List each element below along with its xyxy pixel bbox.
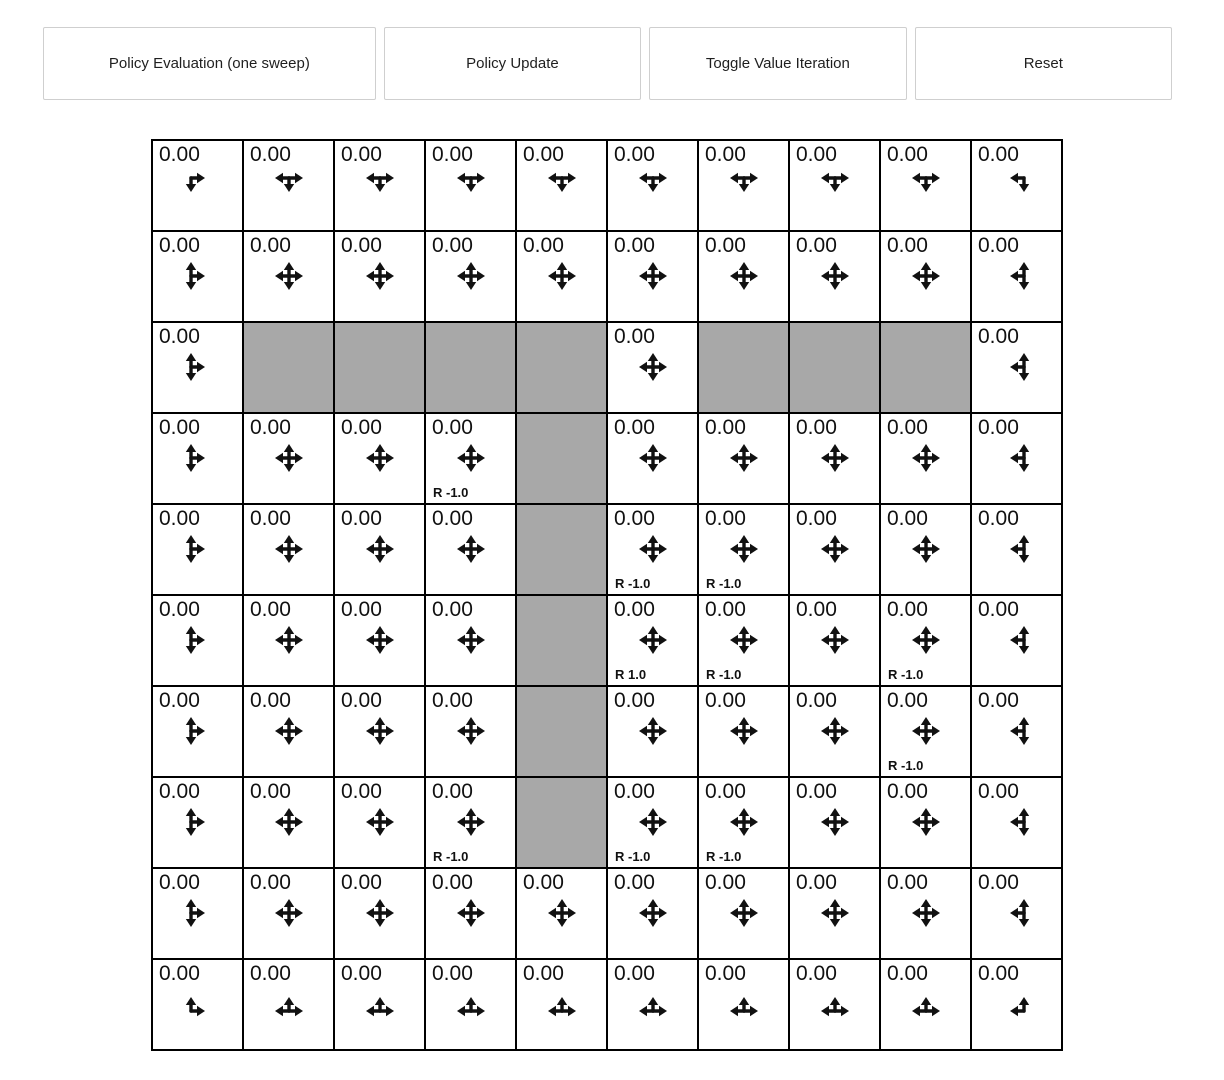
grid-cell bbox=[425, 959, 516, 1050]
policy-arrow-icon bbox=[270, 621, 308, 659]
grid-cell bbox=[789, 777, 880, 868]
grid-cell bbox=[789, 504, 880, 595]
grid-cell bbox=[789, 595, 880, 686]
policy-arrow-icon bbox=[361, 894, 399, 932]
grid-cell bbox=[425, 413, 516, 504]
cell-value: 0.00 bbox=[159, 234, 200, 257]
cell-value: 0.00 bbox=[614, 325, 655, 348]
grid-cell bbox=[698, 686, 789, 777]
cell-value: 0.00 bbox=[614, 416, 655, 439]
policy-arrow-icon bbox=[452, 894, 490, 932]
policy-arrow-icon bbox=[725, 712, 763, 750]
grid-wall-cell bbox=[243, 322, 334, 413]
cell-value: 0.00 bbox=[523, 234, 564, 257]
policy-arrow-icon bbox=[907, 621, 945, 659]
grid-cell bbox=[425, 868, 516, 959]
cell-value: 0.00 bbox=[887, 507, 928, 530]
policy-arrow-icon bbox=[179, 166, 217, 204]
policy-arrow-icon bbox=[270, 257, 308, 295]
policy-arrow-icon bbox=[725, 166, 763, 204]
cell-value: 0.00 bbox=[978, 143, 1019, 166]
grid-cell bbox=[152, 959, 243, 1050]
cell-value: 0.00 bbox=[978, 780, 1019, 803]
grid-cell bbox=[698, 231, 789, 322]
grid-cell bbox=[334, 504, 425, 595]
grid-wall-cell bbox=[425, 322, 516, 413]
policy-arrow-icon bbox=[634, 621, 672, 659]
cell-value: 0.00 bbox=[978, 416, 1019, 439]
policy-arrow-icon bbox=[998, 985, 1036, 1023]
cell-value: 0.00 bbox=[432, 416, 473, 439]
grid-wall-cell bbox=[334, 322, 425, 413]
grid-cell bbox=[971, 959, 1062, 1050]
grid-cell bbox=[880, 504, 971, 595]
cell-value: 0.00 bbox=[523, 962, 564, 985]
policy-arrow-icon bbox=[634, 166, 672, 204]
policy-arrow-icon bbox=[725, 530, 763, 568]
cell-value: 0.00 bbox=[614, 143, 655, 166]
policy-arrow-icon bbox=[361, 530, 399, 568]
policy-arrow-icon bbox=[270, 712, 308, 750]
grid-cell bbox=[971, 777, 1062, 868]
cell-value: 0.00 bbox=[250, 598, 291, 621]
policy-arrow-icon bbox=[998, 621, 1036, 659]
cell-value: 0.00 bbox=[341, 689, 382, 712]
policy-arrow-icon bbox=[361, 439, 399, 477]
grid-cell bbox=[698, 140, 789, 231]
grid-wall-cell bbox=[789, 322, 880, 413]
policy-arrow-icon bbox=[361, 803, 399, 841]
cell-value: 0.00 bbox=[432, 962, 473, 985]
policy-arrow-icon bbox=[998, 712, 1036, 750]
grid-cell bbox=[880, 959, 971, 1050]
cell-value: 0.00 bbox=[705, 598, 746, 621]
cell-value: 0.00 bbox=[796, 871, 837, 894]
grid-cell bbox=[243, 868, 334, 959]
grid-cell bbox=[243, 140, 334, 231]
cell-value: 0.00 bbox=[796, 507, 837, 530]
grid-cell bbox=[698, 868, 789, 959]
cell-value: 0.00 bbox=[705, 143, 746, 166]
cell-value: 0.00 bbox=[705, 234, 746, 257]
cell-value: 0.00 bbox=[159, 143, 200, 166]
grid-cell bbox=[516, 140, 607, 231]
cell-value: 0.00 bbox=[250, 416, 291, 439]
cell-value: 0.00 bbox=[887, 234, 928, 257]
grid-wall-cell bbox=[516, 413, 607, 504]
policy-arrow-icon bbox=[361, 621, 399, 659]
policy-arrow-icon bbox=[998, 439, 1036, 477]
policy-arrow-icon bbox=[179, 712, 217, 750]
policy-arrow-icon bbox=[998, 803, 1036, 841]
policy-arrow-icon bbox=[816, 530, 854, 568]
cell-value: 0.00 bbox=[978, 507, 1019, 530]
policy-arrow-icon bbox=[270, 530, 308, 568]
policy-arrow-icon bbox=[452, 621, 490, 659]
cell-value: 0.00 bbox=[887, 780, 928, 803]
grid-cell bbox=[971, 868, 1062, 959]
cell-value: 0.00 bbox=[432, 598, 473, 621]
grid-cell bbox=[789, 413, 880, 504]
grid-wall-cell bbox=[516, 777, 607, 868]
grid-cell bbox=[880, 777, 971, 868]
policy-arrow-icon bbox=[634, 439, 672, 477]
cell-reward: R -1.0 bbox=[433, 849, 469, 864]
grid-cell bbox=[243, 777, 334, 868]
grid-wall-cell bbox=[516, 595, 607, 686]
grid-cell bbox=[152, 868, 243, 959]
policy-arrow-icon bbox=[816, 257, 854, 295]
grid-wall-cell bbox=[516, 686, 607, 777]
policy-arrow-icon bbox=[179, 439, 217, 477]
cell-value: 0.00 bbox=[796, 416, 837, 439]
cell-value: 0.00 bbox=[978, 234, 1019, 257]
cell-value: 0.00 bbox=[159, 780, 200, 803]
grid-cell bbox=[334, 959, 425, 1050]
cell-value: 0.00 bbox=[341, 234, 382, 257]
cell-value: 0.00 bbox=[250, 871, 291, 894]
cell-value: 0.00 bbox=[341, 962, 382, 985]
policy-update-button[interactable]: Policy Update bbox=[384, 27, 641, 100]
cell-value: 0.00 bbox=[250, 780, 291, 803]
cell-value: 0.00 bbox=[978, 598, 1019, 621]
policy-arrow-icon bbox=[361, 166, 399, 204]
cell-value: 0.00 bbox=[250, 234, 291, 257]
cell-value: 0.00 bbox=[614, 507, 655, 530]
cell-value: 0.00 bbox=[614, 598, 655, 621]
cell-reward: R -1.0 bbox=[615, 576, 651, 591]
cell-value: 0.00 bbox=[887, 416, 928, 439]
policy-arrow-icon bbox=[907, 894, 945, 932]
grid-cell bbox=[152, 413, 243, 504]
policy-arrow-icon bbox=[270, 166, 308, 204]
cell-value: 0.00 bbox=[432, 507, 473, 530]
cell-value: 0.00 bbox=[523, 143, 564, 166]
cell-value: 0.00 bbox=[341, 598, 382, 621]
cell-value: 0.00 bbox=[796, 689, 837, 712]
cell-value: 0.00 bbox=[887, 871, 928, 894]
grid-wall-cell bbox=[880, 322, 971, 413]
policy-arrow-icon bbox=[634, 712, 672, 750]
cell-value: 0.00 bbox=[887, 598, 928, 621]
cell-value: 0.00 bbox=[796, 598, 837, 621]
policy-arrow-icon bbox=[634, 803, 672, 841]
cell-value: 0.00 bbox=[614, 234, 655, 257]
grid-cell bbox=[334, 413, 425, 504]
cell-value: 0.00 bbox=[796, 234, 837, 257]
cell-value: 0.00 bbox=[978, 689, 1019, 712]
policy-arrow-icon bbox=[998, 348, 1036, 386]
cell-value: 0.00 bbox=[159, 962, 200, 985]
policy-arrow-icon bbox=[816, 803, 854, 841]
policy-arrow-icon bbox=[361, 985, 399, 1023]
grid-cell bbox=[152, 231, 243, 322]
cell-reward: R -1.0 bbox=[433, 485, 469, 500]
cell-value: 0.00 bbox=[432, 689, 473, 712]
cell-value: 0.00 bbox=[159, 507, 200, 530]
cell-value: 0.00 bbox=[978, 325, 1019, 348]
cell-value: 0.00 bbox=[341, 416, 382, 439]
gridworld bbox=[151, 139, 1063, 1051]
policy-arrow-icon bbox=[179, 530, 217, 568]
policy-arrow-icon bbox=[634, 985, 672, 1023]
cell-value: 0.00 bbox=[796, 780, 837, 803]
grid-cell bbox=[607, 595, 698, 686]
policy-arrow-icon bbox=[725, 621, 763, 659]
grid-cell bbox=[789, 868, 880, 959]
cell-reward: R -1.0 bbox=[615, 849, 651, 864]
policy-arrow-icon bbox=[816, 712, 854, 750]
policy-arrow-icon bbox=[452, 712, 490, 750]
policy-arrow-icon bbox=[725, 985, 763, 1023]
grid-cell bbox=[243, 959, 334, 1050]
grid-cell bbox=[971, 595, 1062, 686]
grid-cell bbox=[607, 959, 698, 1050]
policy-arrow-icon bbox=[543, 894, 581, 932]
grid-cell bbox=[607, 231, 698, 322]
cell-value: 0.00 bbox=[432, 143, 473, 166]
policy-arrow-icon bbox=[452, 257, 490, 295]
cell-reward: R -1.0 bbox=[706, 849, 742, 864]
cell-value: 0.00 bbox=[159, 598, 200, 621]
grid-cell bbox=[607, 777, 698, 868]
cell-value: 0.00 bbox=[250, 507, 291, 530]
grid-cell bbox=[971, 413, 1062, 504]
cell-value: 0.00 bbox=[614, 871, 655, 894]
grid-wall-cell bbox=[516, 322, 607, 413]
policy-arrow-icon bbox=[998, 166, 1036, 204]
cell-value: 0.00 bbox=[159, 325, 200, 348]
policy-arrow-icon bbox=[270, 985, 308, 1023]
cell-value: 0.00 bbox=[250, 962, 291, 985]
grid-cell bbox=[607, 413, 698, 504]
policy-arrow-icon bbox=[998, 530, 1036, 568]
policy-arrow-icon bbox=[179, 803, 217, 841]
cell-value: 0.00 bbox=[614, 962, 655, 985]
cell-value: 0.00 bbox=[705, 871, 746, 894]
grid-cell bbox=[971, 231, 1062, 322]
grid-cell bbox=[425, 777, 516, 868]
grid-cell bbox=[334, 777, 425, 868]
grid-cell bbox=[880, 868, 971, 959]
grid-cell bbox=[698, 413, 789, 504]
grid-cell bbox=[789, 231, 880, 322]
policy-arrow-icon bbox=[452, 803, 490, 841]
grid-cell bbox=[152, 595, 243, 686]
grid-cell bbox=[971, 322, 1062, 413]
cell-value: 0.00 bbox=[614, 780, 655, 803]
grid-cell bbox=[152, 322, 243, 413]
cell-value: 0.00 bbox=[614, 689, 655, 712]
grid-cell bbox=[425, 140, 516, 231]
policy-arrow-icon bbox=[907, 439, 945, 477]
grid-cell bbox=[698, 777, 789, 868]
toolbar bbox=[43, 27, 1172, 100]
grid-cell bbox=[971, 140, 1062, 231]
policy-arrow-icon bbox=[361, 257, 399, 295]
grid-cell bbox=[607, 868, 698, 959]
cell-value: 0.00 bbox=[887, 143, 928, 166]
grid-cell bbox=[152, 140, 243, 231]
policy-arrow-icon bbox=[452, 985, 490, 1023]
grid-wall-cell bbox=[698, 322, 789, 413]
policy-arrow-icon bbox=[634, 894, 672, 932]
grid-cell bbox=[152, 777, 243, 868]
grid-cell bbox=[698, 959, 789, 1050]
policy-arrow-icon bbox=[725, 894, 763, 932]
grid-cell bbox=[243, 686, 334, 777]
grid-cell bbox=[789, 686, 880, 777]
grid-cell bbox=[334, 595, 425, 686]
grid-cell bbox=[698, 504, 789, 595]
grid-cell bbox=[880, 231, 971, 322]
grid-cell bbox=[971, 686, 1062, 777]
grid-cell bbox=[698, 595, 789, 686]
policy-arrow-icon bbox=[270, 803, 308, 841]
cell-value: 0.00 bbox=[705, 962, 746, 985]
cell-value: 0.00 bbox=[341, 507, 382, 530]
cell-value: 0.00 bbox=[523, 871, 564, 894]
policy-arrow-icon bbox=[725, 439, 763, 477]
cell-value: 0.00 bbox=[159, 689, 200, 712]
grid-cell bbox=[243, 231, 334, 322]
policy-arrow-icon bbox=[816, 621, 854, 659]
grid-cell bbox=[334, 140, 425, 231]
cell-value: 0.00 bbox=[887, 689, 928, 712]
policy-arrow-icon bbox=[725, 257, 763, 295]
policy-arrow-icon bbox=[816, 894, 854, 932]
cell-value: 0.00 bbox=[159, 871, 200, 894]
grid-cell bbox=[971, 504, 1062, 595]
cell-value: 0.00 bbox=[250, 689, 291, 712]
grid-cell bbox=[425, 595, 516, 686]
cell-value: 0.00 bbox=[341, 871, 382, 894]
policy-arrow-icon bbox=[816, 985, 854, 1023]
grid-cell bbox=[607, 322, 698, 413]
policy-arrow-icon bbox=[634, 257, 672, 295]
grid-cell bbox=[880, 595, 971, 686]
policy-arrow-icon bbox=[816, 166, 854, 204]
policy-arrow-icon bbox=[452, 166, 490, 204]
grid-cell bbox=[425, 231, 516, 322]
grid-cell bbox=[880, 686, 971, 777]
cell-value: 0.00 bbox=[705, 416, 746, 439]
policy-arrow-icon bbox=[452, 439, 490, 477]
policy-arrow-icon bbox=[179, 894, 217, 932]
policy-arrow-icon bbox=[998, 257, 1036, 295]
cell-value: 0.00 bbox=[978, 871, 1019, 894]
grid-cell bbox=[334, 868, 425, 959]
grid-cell bbox=[243, 595, 334, 686]
cell-value: 0.00 bbox=[341, 143, 382, 166]
policy-arrow-icon bbox=[361, 712, 399, 750]
grid-cell bbox=[607, 686, 698, 777]
policy-arrow-icon bbox=[907, 166, 945, 204]
cell-reward: R -1.0 bbox=[888, 758, 924, 773]
grid-cell bbox=[880, 413, 971, 504]
grid-cell bbox=[152, 504, 243, 595]
policy-arrow-icon bbox=[270, 894, 308, 932]
grid-cell bbox=[789, 959, 880, 1050]
cell-value: 0.00 bbox=[432, 871, 473, 894]
toggle-value-iteration-button[interactable]: Toggle Value Iteration bbox=[649, 27, 906, 100]
cell-value: 0.00 bbox=[796, 143, 837, 166]
grid-cell bbox=[607, 140, 698, 231]
policy-arrow-icon bbox=[907, 257, 945, 295]
grid-cell bbox=[607, 504, 698, 595]
cell-reward: R 1.0 bbox=[615, 667, 647, 682]
cell-value: 0.00 bbox=[705, 689, 746, 712]
grid-cell bbox=[516, 868, 607, 959]
cell-reward: R -1.0 bbox=[888, 667, 924, 682]
policy-arrow-icon bbox=[179, 985, 217, 1023]
grid-cell bbox=[789, 140, 880, 231]
cell-reward: R -1.0 bbox=[706, 576, 742, 591]
policy-arrow-icon bbox=[452, 530, 490, 568]
cell-value: 0.00 bbox=[705, 507, 746, 530]
reset-button[interactable]: Reset bbox=[915, 27, 1172, 100]
policy-arrow-icon bbox=[907, 985, 945, 1023]
policy-arrow-icon bbox=[179, 257, 217, 295]
cell-value: 0.00 bbox=[705, 780, 746, 803]
grid-wall-cell bbox=[516, 504, 607, 595]
grid-cell bbox=[880, 140, 971, 231]
cell-value: 0.00 bbox=[887, 962, 928, 985]
policy-arrow-icon bbox=[816, 439, 854, 477]
cell-value: 0.00 bbox=[978, 962, 1019, 985]
grid-cell bbox=[516, 231, 607, 322]
policy-arrow-icon bbox=[907, 712, 945, 750]
policy-arrow-icon bbox=[543, 166, 581, 204]
grid-cell bbox=[516, 959, 607, 1050]
policy-arrow-icon bbox=[270, 439, 308, 477]
cell-value: 0.00 bbox=[432, 234, 473, 257]
cell-value: 0.00 bbox=[796, 962, 837, 985]
policy-arrow-icon bbox=[634, 348, 672, 386]
policy-evaluation-button[interactable]: Policy Evaluation (one sweep) bbox=[43, 27, 376, 100]
grid-cell bbox=[334, 231, 425, 322]
policy-arrow-icon bbox=[907, 803, 945, 841]
grid-cell bbox=[425, 504, 516, 595]
cell-value: 0.00 bbox=[250, 143, 291, 166]
policy-arrow-icon bbox=[725, 803, 763, 841]
cell-value: 0.00 bbox=[159, 416, 200, 439]
grid-cell bbox=[152, 686, 243, 777]
grid-cell bbox=[425, 686, 516, 777]
policy-arrow-icon bbox=[907, 530, 945, 568]
policy-arrow-icon bbox=[543, 257, 581, 295]
cell-value: 0.00 bbox=[341, 780, 382, 803]
policy-arrow-icon bbox=[179, 621, 217, 659]
grid-cell bbox=[243, 413, 334, 504]
policy-arrow-icon bbox=[543, 985, 581, 1023]
policy-arrow-icon bbox=[998, 894, 1036, 932]
policy-arrow-icon bbox=[634, 530, 672, 568]
cell-reward: R -1.0 bbox=[706, 667, 742, 682]
grid-cell bbox=[243, 504, 334, 595]
policy-arrow-icon bbox=[179, 348, 217, 386]
cell-value: 0.00 bbox=[432, 780, 473, 803]
grid-cell bbox=[334, 686, 425, 777]
